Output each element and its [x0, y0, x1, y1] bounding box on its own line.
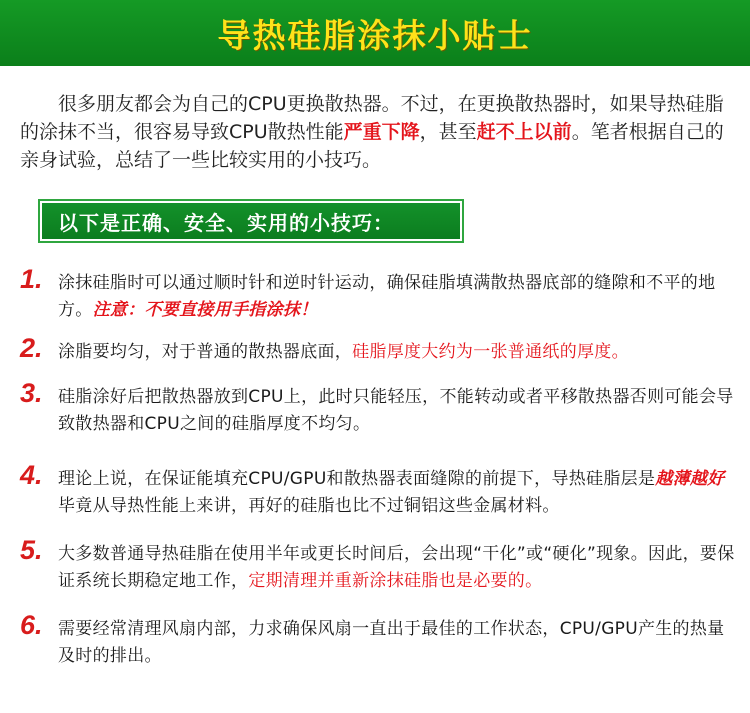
tip-highlight: 定期清理并重新涂抹硅脂也是必要的。 — [248, 571, 543, 591]
intro-emphasis-2: 赶不上以前 — [476, 121, 572, 143]
section-header — [40, 201, 462, 241]
tip-number: 3. — [20, 378, 43, 408]
tip-text — [58, 270, 735, 324]
header-banner — [0, 0, 750, 66]
tip-body: 大多数普通导热硅脂在使用半年或更长时间后，会出现“干化”或“硬化”现象。因此，要保证系统长期稳定地工作， — [58, 544, 735, 591]
tip-item-1 — [20, 264, 735, 324]
intro-emphasis-1: 严重下降 — [343, 121, 420, 143]
tip-number: 4. — [20, 460, 43, 490]
tip-number: 1. — [20, 264, 43, 294]
section-label: 以下是正确、安全、实用的小技巧： — [58, 210, 394, 235]
tip-body: 涂抹硅脂时可以通过顺时针和逆时针运动，确保硅脂填满散热器底部的缝隙和不平的地方。 — [58, 273, 716, 320]
intro-text-2: ，甚至 — [419, 121, 477, 143]
tip-text — [58, 339, 735, 366]
tip-highlight: 硅脂厚度大约为一张普通纸的厚度。 — [352, 342, 629, 362]
tip-item-2 — [20, 333, 735, 366]
tip-warning: 注意：不要直接用手指涂抹！ — [92, 300, 318, 320]
tip-number: 2. — [20, 333, 43, 363]
tip-body-2: 毕竟从导热性能上来讲，再好的硅脂也比不过铜铝这些金属材料。 — [58, 496, 560, 516]
tip-text — [58, 466, 735, 520]
tip-text — [58, 541, 735, 595]
intro-text: 很多朋友都会为自己的CPU更换散热器。不过，在更换散热器时，如果导热硅脂的涂抹不当，很容易导致CPU散热性能 — [20, 93, 724, 143]
tip-item-4 — [20, 460, 735, 520]
tip-number: 6. — [20, 610, 43, 640]
intro-text-3: 。笔者根据自己的亲身试验，总结了一些比较实用的小技巧。 — [20, 121, 724, 171]
tip-text: 需要经常清理风扇内部，力求确保风扇一直出于最佳的工作状态，CPU/GPU产生的热量及时的排出。 — [58, 619, 725, 666]
tip-body: 涂脂要均匀，对于普通的散热器底面， — [58, 342, 353, 362]
tip-emphasis: 越薄越好 — [655, 469, 725, 489]
tip-body: 理论上说，在保证能填充CPU/GPU和散热器表面缝隙的前提下，导热硅脂层是 — [58, 469, 656, 489]
tip-item-6 — [20, 610, 735, 670]
tip-text: 硅脂涂好后把散热器放到CPU上，此时只能轻压，不能转动或者平移散热器否则可能会导致散热器和CPU之间的硅脂厚度不均匀。 — [58, 387, 734, 434]
tip-item-3 — [20, 378, 735, 438]
tip-number: 5. — [20, 535, 43, 565]
intro-paragraph — [20, 90, 730, 174]
tip-item-5 — [20, 535, 735, 595]
page-title: 导热硅脂涂抹小贴士 — [217, 15, 533, 55]
